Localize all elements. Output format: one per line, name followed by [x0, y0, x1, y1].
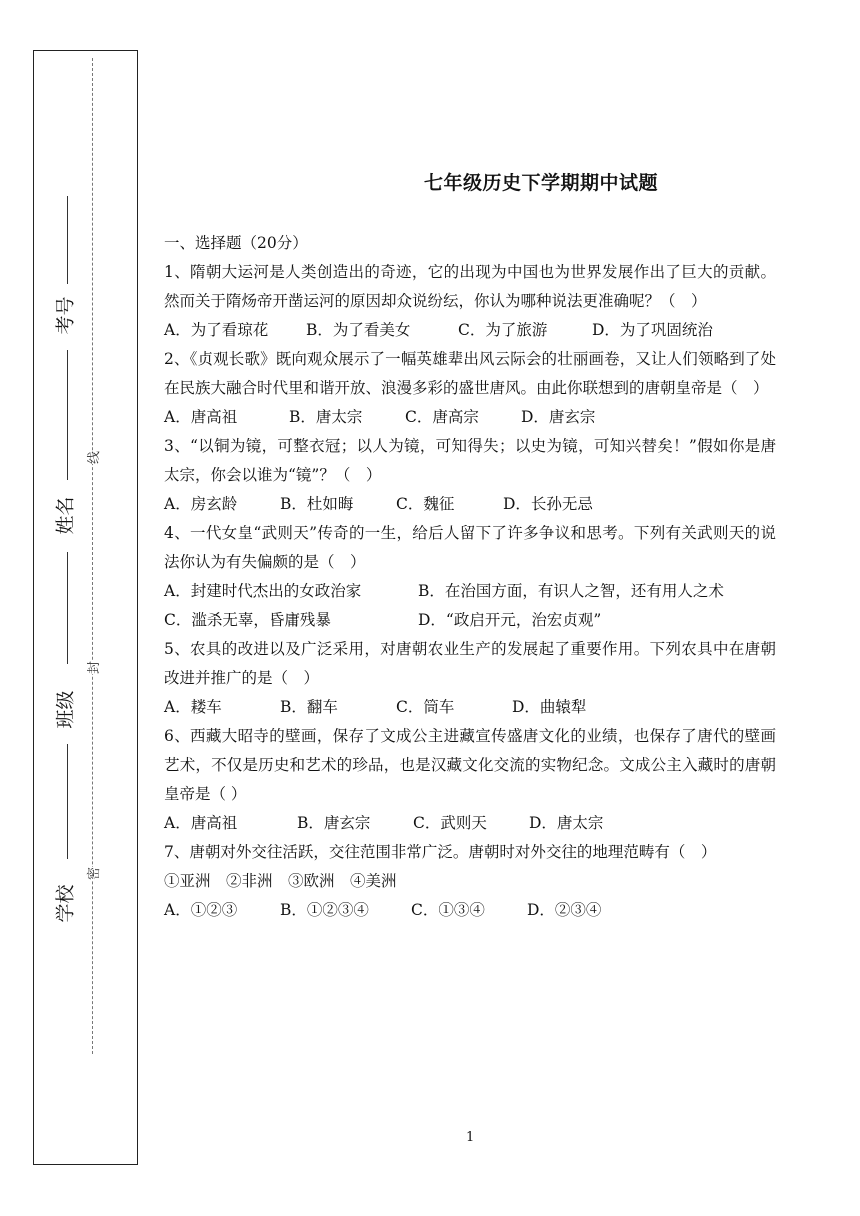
question-6-options	[164, 809, 776, 838]
question-2-option-b: B．唐太宗	[289, 408, 363, 426]
question-7-option-b: B．①②③④	[280, 901, 369, 919]
question-4-stem: 4、一代女皇“武则天”传奇的一生，给后人留下了许多争议和思考。下列有关武则天的说法你认为有失偏颇的是（ ）	[164, 524, 776, 571]
question-1-option-b: B．为了看美女	[306, 321, 411, 339]
section-heading: 一、选择题（20分）	[164, 234, 308, 252]
question-1-option-d: D．为了巩固统治	[592, 321, 713, 339]
question-2-stem: 2、《贞观长歌》既向观众展示了一幅英雄辈出风云际会的壮丽画卷，又让人们领略到了处在民族大融合时代里和谐开放、浪漫多彩的盛世唐风。由此你联想到的唐朝皇帝是（ ）	[164, 350, 776, 397]
question-6-option-c: C．武则天	[413, 814, 487, 832]
question-1-option-c: C．为了旅游	[458, 321, 548, 339]
field-class-label: 班级	[54, 690, 77, 729]
question-3-option-c: C．魏征	[396, 495, 455, 513]
field-name-label: 姓名	[54, 496, 77, 535]
question-3-option-d: D．长孙无忌	[503, 495, 593, 513]
question-5-option-b: B．翻车	[280, 698, 338, 716]
question-3-options	[164, 490, 776, 519]
question-3-stem: 3、“以铜为镜，可整衣冠；以人为镜，可知得失；以史为镜，可知兴替矣！”假如你是唐太宗，你会以谁为“镜”？（ ）	[164, 437, 776, 484]
question-list	[164, 229, 776, 925]
question-2-options	[164, 403, 776, 432]
question-1-option-a: A．为了看琼花	[164, 321, 269, 339]
question-4-option-c: C．滥杀无辜，昏庸残暴	[164, 611, 331, 629]
exam-title: 七年级历史下学期期中试题	[424, 172, 659, 194]
cut-line	[92, 58, 93, 1054]
question-7-option-a: A．①②③	[164, 901, 238, 919]
question-2-option-c: C．唐高宗	[405, 408, 479, 426]
question-7-stem: 7、唐朝对外交往活跃，交往范围非常广泛。唐朝时对外交往的地理范畴有（ ）	[164, 843, 717, 861]
question-1-options	[164, 316, 776, 345]
question-7-choices: ①亚洲 ②非洲 ③欧洲 ④美洲	[164, 872, 397, 890]
question-3-option-b: B．杜如晦	[280, 495, 354, 513]
question-5-option-a: A．耧车	[164, 698, 222, 716]
binding-mark-line: 线	[81, 451, 104, 464]
question-2-option-d: D．唐玄宗	[521, 408, 596, 426]
binding-mark-secret: 密	[81, 867, 104, 880]
page-number: 1	[466, 1130, 475, 1145]
question-5-option-c: C．筒车	[396, 698, 455, 716]
question-3-option-a: A．房玄龄	[164, 495, 238, 513]
question-5-stem: 5、农具的改进以及广泛采用，对唐朝农业生产的发展起了重要作用。下列农具中在唐朝改进并推广的是（ ）	[164, 640, 776, 687]
question-4-option-b: B．在治国方面，有识人之智，还有用人之术	[418, 582, 724, 600]
question-6-option-d: D．唐太宗	[529, 814, 604, 832]
question-7-options	[164, 896, 776, 925]
question-4-option-d: D．“政启开元，治宏贞观”	[418, 611, 602, 629]
name-blank-top	[67, 350, 68, 480]
question-2-option-a: A．唐高祖	[164, 408, 238, 426]
question-6-option-a: A．唐高祖	[164, 814, 238, 832]
binding-strip	[33, 50, 138, 1165]
question-6-option-b: B．唐玄宗	[297, 814, 371, 832]
question-4-options-row-2	[164, 606, 776, 635]
class-blank-top	[67, 552, 68, 664]
question-4-options-row-1	[164, 577, 776, 606]
field-exam-no-label: 考号	[54, 296, 77, 335]
binding-mark-seal: 封	[81, 661, 104, 674]
question-7-option-d: D．②③④	[527, 901, 602, 919]
question-1-stem: 1、隋朝大运河是人类创造出的奇迹，它的出现为中国也为世界发展作出了巨大的贡献。然而关于隋炀帝开凿运河的原因却众说纷纭，你认为哪种说法更准确呢？（ ）	[164, 263, 776, 310]
school-blank-top	[67, 744, 68, 859]
exam-no-blank	[67, 196, 68, 284]
question-6-stem: 6、西藏大昭寺的壁画，保存了文成公主进藏宣传盛唐文化的业绩，也保存了唐代的壁画艺术，不仅是历史和艺术的珍品，也是汉藏文化交流的实物纪念。文成公主入藏时的唐朝皇帝是（ ）	[164, 727, 776, 803]
question-5-options	[164, 693, 776, 722]
field-school-label: 学校	[54, 884, 77, 923]
question-4-option-a: A．封建时代杰出的女政治家	[164, 582, 362, 600]
question-5-option-d: D．曲辕犁	[512, 698, 587, 716]
question-7-option-c: C．①③④	[411, 901, 485, 919]
